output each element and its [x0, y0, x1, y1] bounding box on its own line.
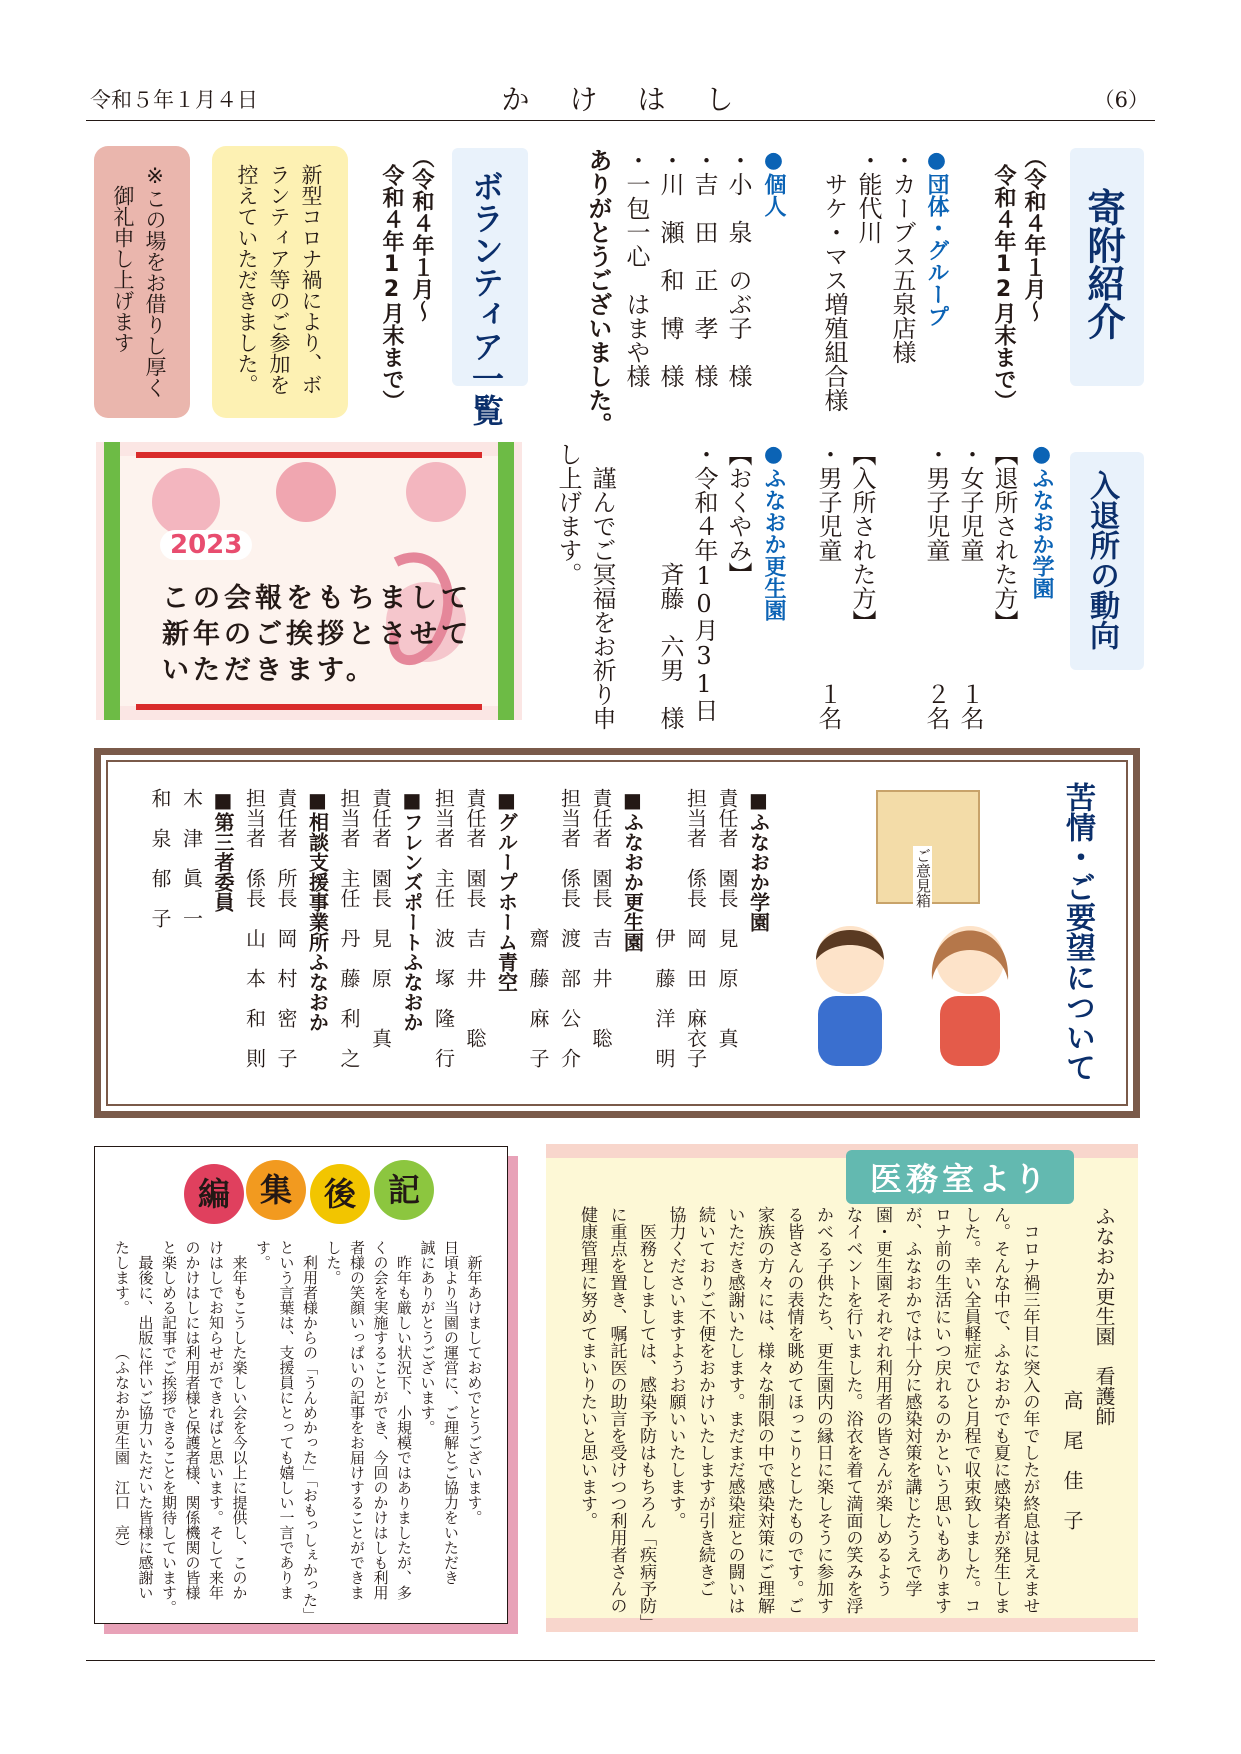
kifu-period-1: （令和４年１月～ — [1021, 146, 1046, 322]
henshu-cols-line: たします。 （ふなおか更生園 江口 亮） — [113, 1240, 131, 1555]
imu-cols-line: 健康管理に努めてまいりたいと思います。 — [577, 1206, 597, 1529]
henshu-cols-line: 日頃より当園の運営に、ご理解とご協力をいただき — [442, 1240, 460, 1585]
imu-cols-line: ロナ前の生活にいつ戻れるのかという思いもあります — [931, 1206, 951, 1614]
issue-date: 令和５年１月４日 — [90, 88, 258, 112]
henshu-body — [112, 1240, 490, 1623]
volunteer-title: ボランティア一覧 — [467, 170, 505, 426]
gakuen-line-2: ・女子児童 １名 — [956, 442, 984, 730]
henshu-cols-line: くの会を実施することができ、今回のかけはしも利用 — [371, 1240, 390, 1600]
imu-cols-line: 協力くださいますようお願いいたします。 — [665, 1206, 686, 1529]
kujo-cols-line: ■相談支援事業所ふなおか — [305, 788, 330, 1032]
kifu-individual-3: ・川 瀬 和 博 様 — [656, 148, 684, 388]
henshu-cols-line: 来年もこうした楽しい会を今以上に提供し、このか — [230, 1240, 249, 1600]
kifu-group-head: ●団体・グループ — [924, 148, 949, 327]
kujo-cols-line: ■ふなおか更生園 — [620, 788, 645, 952]
henshu-cols-line: 昨年も厳しい状況下、小規模ではありましたが、多 — [395, 1240, 413, 1600]
gakuen-head: ●ふなおか学園 — [1029, 442, 1054, 599]
henshu-cols-line: けはしでお知らせができればと思います。そして来年 — [207, 1240, 225, 1600]
volunteer-period-2: 令和４年12月末まで） — [379, 164, 404, 412]
kujo-cols-line: 責任者 園長 見 原 真 — [715, 788, 739, 1048]
condolence-1: 謹んでご冥福をお祈り申 — [588, 466, 616, 730]
kujo-cols-line: 担当者 係長 渡 部 公 介 — [557, 788, 582, 1068]
volunteer-period-1: （令和４年１月～ — [409, 146, 434, 322]
condolence-2: し上げます。 — [554, 442, 582, 586]
new-year-line-2: 新年のご挨拶とさせて — [162, 619, 472, 650]
kujo-cols-line: 責任者 園長 吉 井 聡 — [589, 788, 613, 1048]
imu-cols-line: に重点を置き、嘱託医の助言を受けつつ利用者さんの — [606, 1206, 627, 1614]
kifu-group-1: ・カーブス五泉店様 — [888, 148, 916, 364]
kujo-cols-line: 責任者 園長 吉 井 聡 — [463, 788, 487, 1048]
kujo-cols-line: 和 泉 郁 子 — [148, 788, 172, 928]
henshu-cols-line: のかけはしには利用者様と保護者様、関係機関の皆様 — [183, 1240, 202, 1600]
henshu-cols-line: 誠にありがとうございます。 — [418, 1240, 437, 1435]
imu-cols-line: 家族の方々には、様々な制限の中で感染対策にご理解 — [754, 1206, 774, 1614]
gakuen-line-3: ・男子児童 ２名 — [922, 442, 950, 730]
kifu-individual-head: ●個人 — [761, 148, 786, 217]
kujo-cols-line: ■グループホーム青空 — [494, 788, 519, 992]
henshu-cols-line: す。 — [254, 1240, 272, 1270]
kujo-cols-line: ■フレンズポートふなおか — [400, 788, 424, 1032]
kujo-contact-list — [130, 788, 780, 1088]
koseien-head: ●ふなおか更生園 — [761, 442, 786, 621]
imu-cols-line: 園・更生園それぞれ利用者の皆さんが楽しめるよう — [872, 1206, 892, 1597]
henshu-cols-line: 者様の笑顔いっぱいの記事をお届けすることができま — [348, 1240, 366, 1600]
imu-cols-line: 続いておりご不便をおかけいたしますが引き続きご — [695, 1206, 715, 1597]
imu-cols-line: 医務としましては、感染予防はもちろん「疾病予防」 — [636, 1206, 656, 1631]
henshu-char-2: 集 — [246, 1160, 306, 1220]
koseien-line-1: 【おくやみ】 — [724, 442, 752, 586]
kujo-cols-line: 責任者 所長 岡 村 密 子 — [274, 788, 298, 1068]
kujo-cols-line: 担当者 主任 波 塚 隆 行 — [431, 788, 456, 1068]
new-year-line-3: いただきます。 — [162, 655, 377, 686]
volunteer-note-2: ランティア等のご参加を — [267, 164, 291, 395]
new-year-year: 2023 — [160, 530, 252, 560]
henshu-char-3: 後 — [310, 1164, 370, 1224]
kifu-period-2: 令和４年12月末まで） — [991, 164, 1016, 412]
henshu-cols-line: 新年あけましておめでとうございます。 — [465, 1240, 484, 1525]
koseien-line-3: 斉藤 六男 様 — [656, 442, 684, 730]
footer-rule — [86, 1660, 1155, 1661]
kujo-cols-line: 木 津 眞 一 — [179, 788, 204, 928]
henshu-cols-line: した。 — [324, 1240, 343, 1285]
gakuen-line-5: ・男子児童 １名 — [814, 442, 842, 730]
kujo-cols-line: 責任者 園長 見 原 真 — [368, 788, 393, 1048]
kujo-cols-line: 齋 藤 麻 子 — [526, 788, 550, 1068]
imu-cols-line: が、ふなおかでは十分に感染対策を講じたうえで学 — [901, 1206, 922, 1597]
imu-cols-line: かべる子供たち、更生園内の縁日に楽しそうに参加す — [813, 1206, 833, 1614]
imushitsu-author-org: ふなおか更生園 看護師 — [1092, 1206, 1116, 1426]
volunteer-note-1: 新型コロナ禍により、ボ — [299, 164, 323, 395]
imushitsu-author-name: 高 尾 佳 子 — [1060, 1390, 1084, 1530]
nyutaisho-title: 入退所の動向 — [1084, 470, 1119, 650]
imu-cols-line: いただき感謝いたします。まだまだ感染症との闘いは — [724, 1206, 745, 1614]
kujo-cols-line: ■第三者委員 — [211, 788, 235, 912]
kujo-cols-line: 担当者 係長 山 本 和 則 — [242, 788, 267, 1068]
volunteer-note-3: 控えていただきました。 — [235, 164, 259, 395]
henshu-char-4: 記 — [374, 1160, 434, 1220]
gakuen-line-1: 【退所された方】 — [990, 442, 1018, 634]
thanks-line-1: ※この場をお借りし厚く — [143, 164, 167, 398]
imu-cols-line: る皆さんの表情を眺めてほっこりとしたものです。ご — [783, 1206, 804, 1614]
koseien-line-2: ・令和４年10月31日 — [690, 442, 718, 722]
kujo-cols-line: 担当者 主任 丹 藤 利 之 — [337, 788, 361, 1068]
kifu-title: 寄附紹介 — [1081, 188, 1126, 340]
imu-cols-line: ん。そんな中で、ふなおかでも夏に感染者が発生しま — [990, 1206, 1010, 1614]
kifu-group-2: ・能代川 — [854, 148, 882, 244]
new-year-line-1: この会報をもちまして — [162, 583, 472, 614]
newsletter-title: か け は し — [501, 83, 740, 116]
henshu-cols-line: という言葉は、支援員にとっても嬉しい一言でありま — [277, 1240, 296, 1600]
imu-cols-line: なイベントを行いました。浴衣を着て満面の笑みを浮 — [842, 1206, 863, 1614]
gakuen-line-4: 【入所された方】 — [848, 442, 876, 634]
opinion-box-label: ご意見箱 — [914, 848, 932, 908]
imushitsu-body — [566, 1206, 1050, 1631]
kujo-title: 苦情・ご要望について — [1060, 782, 1095, 1082]
kujo-cols-line: 担当者 係長 岡 田 麻衣子 — [683, 788, 708, 1068]
staff-illustration — [800, 920, 1020, 1070]
imu-cols-line: コロナ禍三年目に突入の年でしたが終息は見えませ — [1019, 1206, 1040, 1614]
header-rule — [86, 120, 1155, 121]
imu-cols-line: した。幸い全員軽症でひと月程で収束致しました。コ — [960, 1206, 981, 1614]
kifu-thanks: ありがとうございました。 — [584, 148, 612, 436]
kifu-individual-2: ・吉 田 正 孝 様 — [690, 148, 718, 388]
kujo-cols-line: 伊 藤 洋 明 — [652, 788, 676, 1068]
thanks-line-2: 御礼申し上げます — [111, 164, 135, 353]
kifu-individual-1: ・小 泉 のぶ子 様 — [724, 148, 752, 388]
henshu-char-1: 編 — [184, 1164, 244, 1224]
henshu-cols-line: 利用者様からの「うんめかった」「おもっしぇかった」 — [301, 1240, 319, 1623]
thanks-box — [94, 146, 190, 418]
kifu-group-3: サケ・マス増殖組合様 — [820, 148, 848, 412]
kifu-individual-4: ・一包一心 はまや様 — [622, 148, 650, 388]
henshu-cols-line: と楽しめる記事でご挨拶できることを期待しています。 — [160, 1240, 178, 1615]
imushitsu-title: 医務室より — [846, 1150, 1074, 1204]
kujo-cols-line: ■ふなおか学園 — [746, 788, 771, 932]
page-number: （6） — [1093, 88, 1149, 112]
henshu-cols-line: 最後に、出版に伴いご協力いただいた皆様に感謝い — [136, 1240, 155, 1600]
